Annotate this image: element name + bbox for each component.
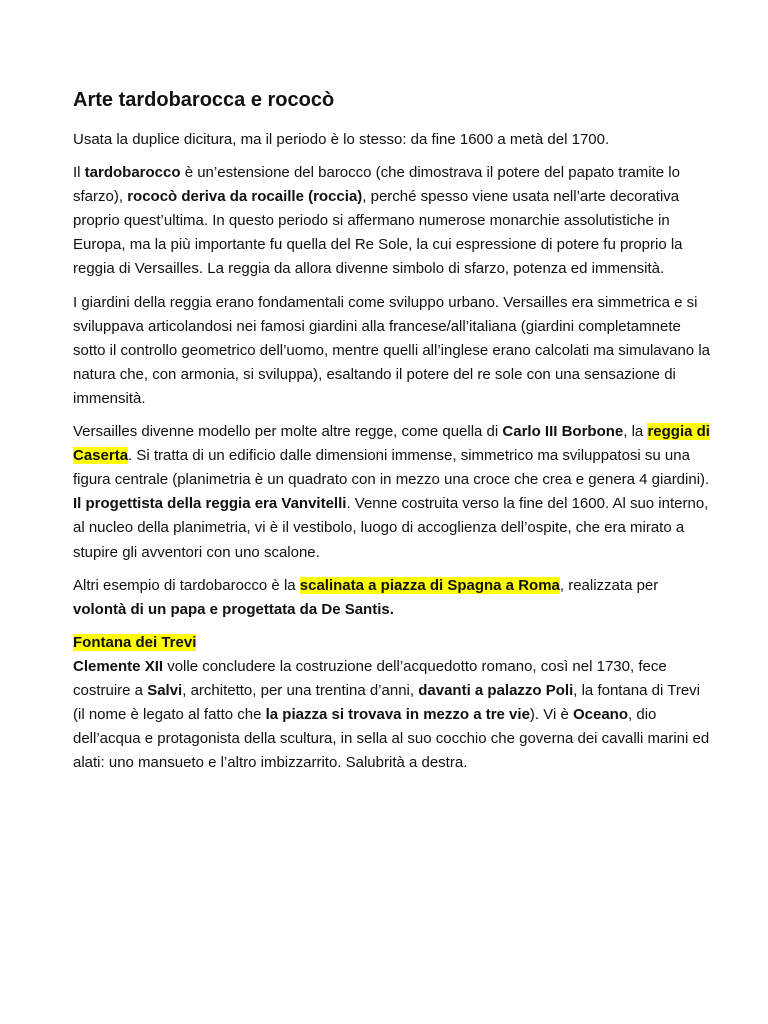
text-run: , architetto, per una trentina d’anni, [182, 681, 419, 699]
bold-text: Il progettista della reggia era Vanvitelli [73, 495, 347, 513]
text-run: ). Vi è [529, 706, 573, 724]
bold-text: davanti a palazzo Poli [418, 681, 574, 699]
text-run: , dio dell’acqua e protagonista della scultura, in sella al suo cocchio che governa dei cavalli marini ed alati: uno mansueto e l’altro imbizzarrito. Salubrità a destra. [73, 706, 710, 772]
text-run: , la fontana di Trevi (il nome è legato al fatto che [73, 681, 701, 724]
caserta-paragraph [73, 420, 713, 565]
bold-text: tardobarocco [84, 164, 181, 182]
text-run: , realizzata per [559, 576, 659, 594]
text-run: Altri esempio di tardobarocco è la [73, 576, 300, 594]
intro-paragraph: Usata la duplice dicitura, ma il periodo è lo stesso: da fine 1600 a metà del 1700. [73, 131, 610, 148]
document-page [73, 86, 713, 784]
section-heading [73, 631, 713, 655]
text-run: volle concludere la costruzione dell’acquedotto romano, così nel 1730, fece costruire a [73, 657, 667, 699]
bold-text: la piazza si trovava in mezzo a tre vie [265, 706, 530, 724]
text-run: , la [623, 423, 648, 441]
tardobarocco-paragraph [73, 161, 713, 281]
page-title: Arte tardobarocca e rococò [73, 89, 335, 111]
bold-text: rococò deriva da rocaille (roccia) [127, 188, 363, 206]
text-run: Il [73, 164, 85, 182]
text-run: . Venne costruita verso la fine del 1600. Al suo interno, al nucleo della planimetria, vi è il vestibolo, luogo di accoglienza dell’ospite, che era mirato a stupire gli avventori con uno scalone. [73, 495, 709, 561]
highlighted-heading: Fontana dei Trevi [73, 633, 197, 651]
bold-text: Clemente XII [73, 657, 164, 675]
text-run: , perché spesso viene usata nell’arte decorativa proprio quest’ultima. In questo periodo si affermano numerose monarchie assolutistiche in Europa, ma la più importante fu quella del Re Sole, la cui espressione di potere fu proprio la reggia di Versailles. La reggia da allora divenne simbolo di sfarzo, potenza ed immensità. [73, 188, 683, 278]
text-run: . Si tratta di un edificio dalle dimensioni immense, simmetrico ma sviluppatosi su una figura centrale (planimetria è un quadrato con in mezzo una croce che crea e genera 4 giardini). [73, 447, 710, 489]
bold-text: Salvi [147, 681, 183, 699]
text-run: Versailles divenne modello per molte altre regge, come quella di [73, 423, 503, 441]
giardini-paragraph: I giardini della reggia erano fondamentali come sviluppo urbano. Versailles era simmetrica e si sviluppava articolandosi nei famosi giardini alla francese/all’italiana (giardini completamnete sotto il controllo geometrico dell’uomo, mentre quelli all’inglese erano calcolati ma simulavano la natura che, con armonia, si sviluppa), esaltando il potere del re sole con una sensazione di immensità. [73, 293, 710, 407]
bold-text: Oceano [572, 706, 629, 724]
highlighted-text: reggia di Caserta [73, 423, 710, 465]
bold-text: volontà di un papa e progettata da De Santis. [73, 600, 394, 618]
bold-text: Carlo III Borbone [502, 423, 624, 441]
highlighted-text: scalinata a piazza di Spagna a Roma [299, 576, 560, 594]
trevi-paragraph [73, 655, 713, 775]
spagna-paragraph [73, 574, 713, 622]
text-run: è un’estensione del barocco (che dimostrava il potere del papato tramite lo sfarzo), [73, 164, 680, 206]
